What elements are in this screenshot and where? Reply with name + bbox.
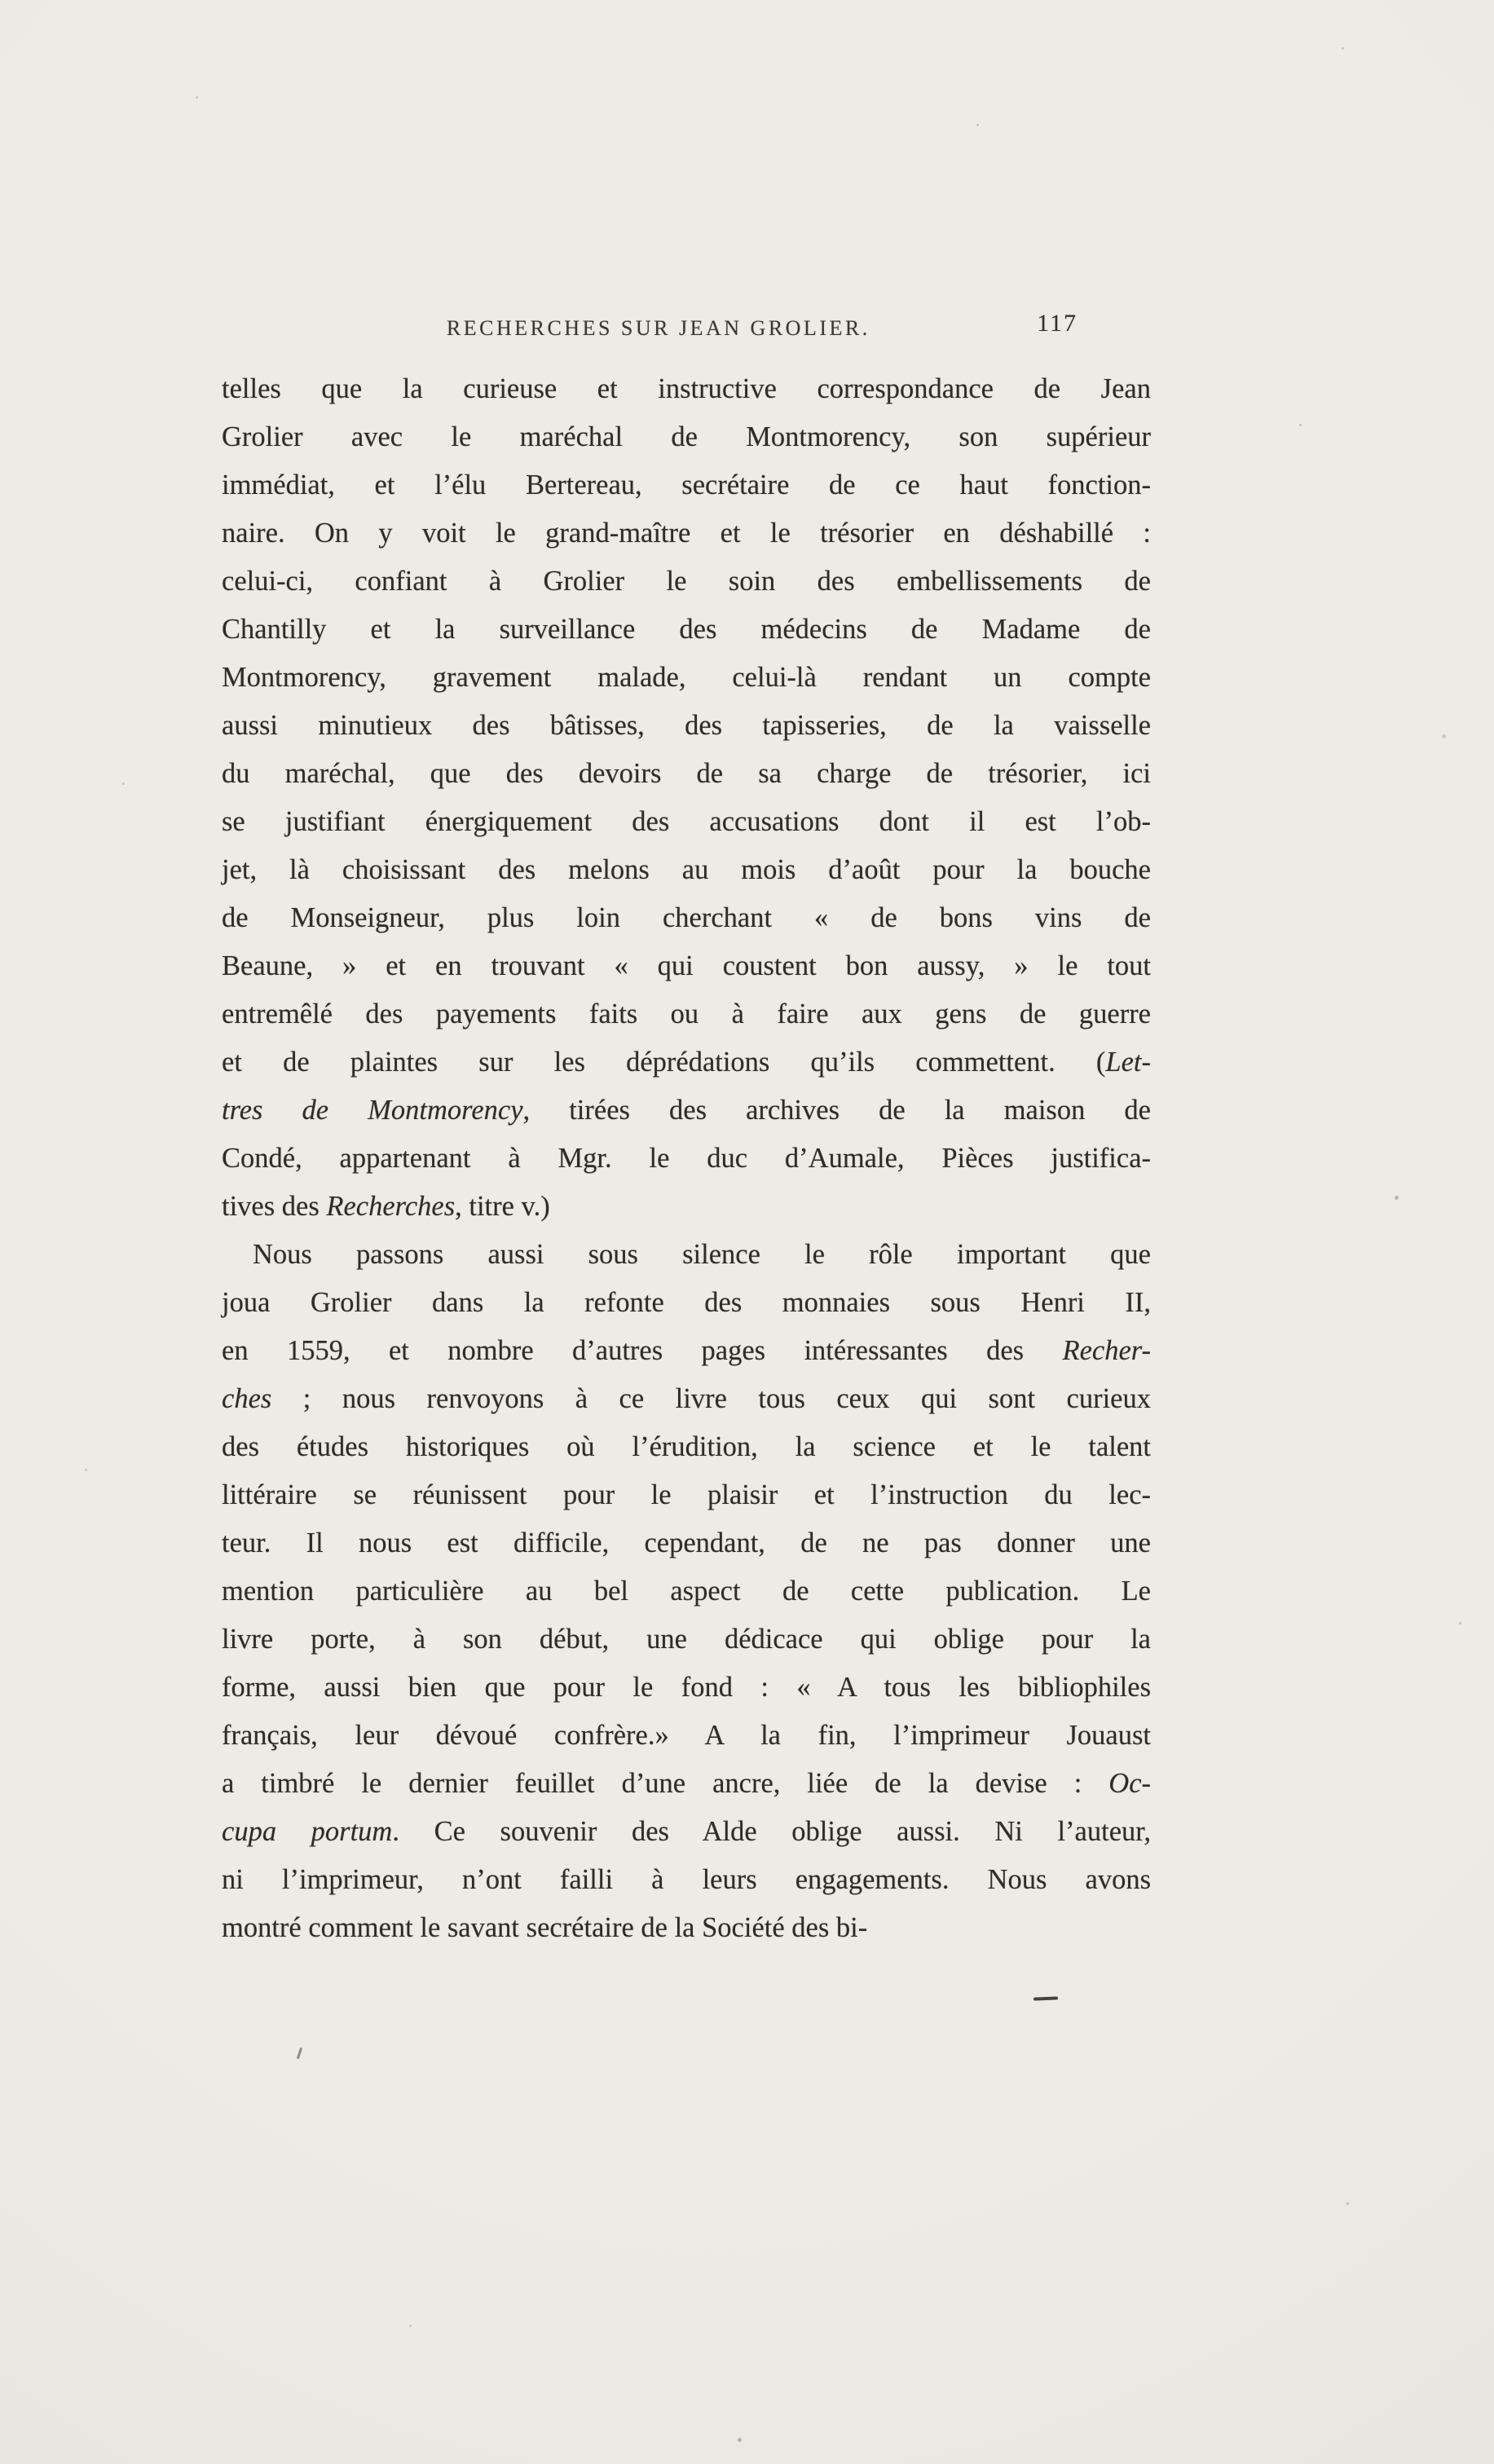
text-line	[222, 1760, 1151, 1808]
text-run: Nous passons aussi sous silence le rôle important que	[253, 1239, 1151, 1270]
text-line	[222, 1471, 1151, 1519]
text-run: ; nous renvoyons à ce livre tous ceux qui sont curieux	[271, 1383, 1151, 1414]
text-line	[222, 846, 1151, 894]
text-run: Grolier avec le maréchal de Montmorency, son supérieur	[222, 421, 1151, 452]
text-run: aussi minutieux des bâtisses, des tapisseries, de la vaisselle	[222, 710, 1151, 741]
text-run: Beaune, » et en trouvant « qui coustent bon aussy, » le tout	[222, 950, 1151, 981]
text-run: a timbré le dernier feuillet d’une ancre, liée de la devise :	[222, 1768, 1109, 1799]
italic-text-run: ches	[222, 1383, 272, 1414]
italic-text-run: Recherches	[326, 1191, 456, 1222]
text-line	[222, 1038, 1151, 1087]
text-line	[222, 654, 1151, 702]
italic-text-run: cupa portum	[222, 1816, 393, 1847]
running-header	[222, 310, 1151, 347]
text-line	[222, 1904, 1151, 1952]
italic-text-run: Let-	[1105, 1047, 1151, 1078]
text-run: du maréchal, que des devoirs de sa charge de trésorier, ici	[222, 758, 1151, 789]
text-run: teur. Il nous est difficile, cependant, de ne pas donner une	[222, 1527, 1151, 1558]
text-line	[222, 990, 1151, 1038]
text-line	[222, 1856, 1151, 1904]
text-run: montré comment le savant secrétaire de la Société des bi-	[222, 1912, 868, 1943]
text-run: en 1559, et nombre d’autres pages intéressantes des	[222, 1335, 1063, 1366]
text-line	[222, 702, 1151, 750]
text-run: des études historiques où l’érudition, la science et le talent	[222, 1431, 1151, 1462]
text-run: , titre v.)	[455, 1191, 550, 1222]
text-line	[222, 750, 1151, 798]
text-line	[222, 1135, 1151, 1183]
italic-text-run: Recher-	[1062, 1335, 1151, 1366]
text-run: joua Grolier dans la refonte des monnaies sous Henri II,	[222, 1287, 1151, 1318]
text-line	[222, 558, 1151, 606]
text-run: français, leur dévoué confrère.» A la fin, l’imprimeur Jouaust	[222, 1720, 1151, 1751]
running-header-title: RECHERCHES SUR JEAN GROLIER.	[446, 316, 870, 340]
text-run: littéraire se réunissent pour le plaisir et l’instruction du lec-	[222, 1479, 1151, 1510]
text-line	[222, 1183, 1151, 1231]
text-run: jet, là choisissant des melons au mois d’août pour la bouche	[222, 854, 1151, 885]
text-line	[222, 1519, 1151, 1567]
text-run: immédiat, et l’élu Bertereau, secrétaire de ce haut fonction-	[222, 469, 1151, 500]
text-line	[222, 1567, 1151, 1615]
text-line	[222, 1375, 1151, 1423]
text-run: de Monseigneur, plus loin cherchant « de bons vins de	[222, 902, 1151, 933]
text-run: mention particulière au bel aspect de cette publication. Le	[222, 1576, 1151, 1607]
text-run: forme, aussi bien que pour le fond : « A tous les bibliophiles	[222, 1672, 1151, 1703]
scan-artifact-slash	[297, 2047, 302, 2059]
text-run: livre porte, à son début, une dédicace qui oblige pour la	[222, 1624, 1151, 1655]
text-line	[222, 1279, 1151, 1327]
text-run: tives des	[222, 1191, 327, 1222]
text-run: Chantilly et la surveillance des médecins de Madame de	[222, 614, 1151, 645]
text-run: et de plaintes sur les déprédations qu’ils commettent. (	[222, 1047, 1106, 1078]
text-run: celui-ci, confiant à Grolier le soin des embellissements de	[222, 566, 1151, 597]
text-run: ni l’imprimeur, n’ont failli à leurs engagements. Nous avons	[222, 1864, 1151, 1895]
italic-text-run: tres de Montmorency	[222, 1095, 523, 1126]
scan-artifact-dash	[1033, 1996, 1058, 2000]
text-block	[222, 365, 1151, 1952]
text-line	[222, 1231, 1151, 1279]
text-run: . Ce souvenir des Alde oblige aussi. Ni l’auteur,	[392, 1816, 1151, 1847]
text-line	[222, 413, 1151, 461]
italic-text-run: Oc-	[1108, 1768, 1151, 1799]
text-line	[222, 1087, 1151, 1135]
text-line	[222, 1808, 1151, 1856]
text-line	[222, 606, 1151, 654]
text-line	[222, 365, 1151, 413]
text-line	[222, 1423, 1151, 1471]
text-run: Condé, appartenant à Mgr. le duc d’Aumale, Pièces justifica-	[222, 1143, 1151, 1174]
text-line	[222, 1712, 1151, 1760]
text-line	[222, 942, 1151, 990]
text-run: se justifiant énergiquement des accusations dont il est l’ob-	[222, 806, 1151, 837]
text-run: naire. On y voit le grand-maître et le trésorier en déshabillé :	[222, 518, 1151, 549]
text-line	[222, 1615, 1151, 1664]
text-line	[222, 509, 1151, 558]
text-line	[222, 1327, 1151, 1375]
text-line	[222, 1664, 1151, 1712]
page-number: 117	[1037, 310, 1078, 337]
text-run: entremêlé des payements faits ou à faire aux gens de guerre	[222, 998, 1151, 1029]
text-line	[222, 894, 1151, 942]
text-line	[222, 461, 1151, 509]
text-line	[222, 798, 1151, 846]
text-run: , tirées des archives de la maison de	[522, 1095, 1151, 1126]
text-run: Montmorency, gravement malade, celui-là rendant un compte	[222, 662, 1151, 693]
text-run: telles que la curieuse et instructive correspondance de Jean	[222, 373, 1151, 404]
paper-specks	[0, 0, 2, 2]
